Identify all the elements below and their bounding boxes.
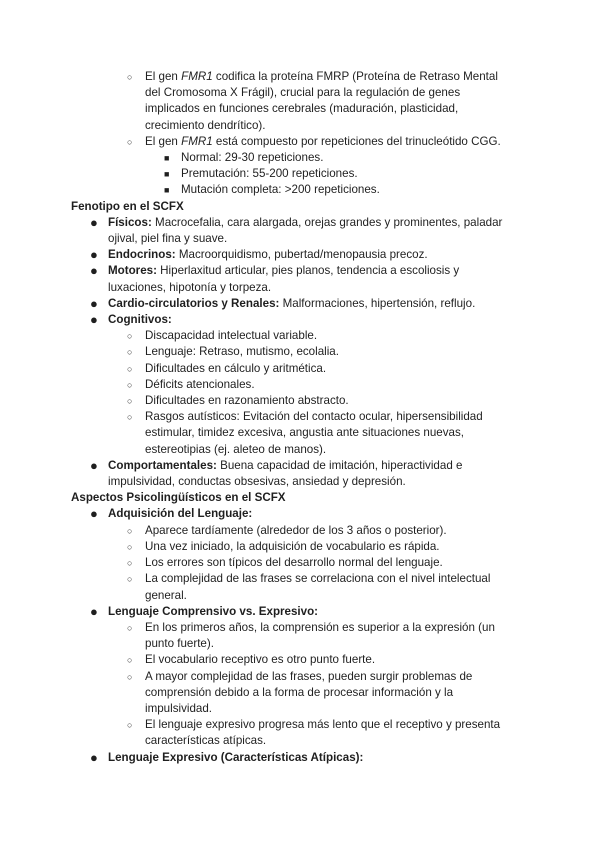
list-item: [0, 620, 600, 652]
item-text: Rasgos autísticos: Evitación del contacto ocular, hipersensibilidad estimular, timidez excesiva, angustia ante situaciones nuevas, estereotipias (ej. aleteo de manos).: [145, 410, 483, 456]
list-item: [0, 506, 600, 522]
psycholinguistic-list: [0, 506, 600, 765]
item-label: Endocrinos:: [108, 248, 176, 262]
item-text: El gen: [145, 134, 182, 148]
list-item: [0, 539, 600, 555]
item-text: El gen: [145, 70, 182, 83]
list-item: [0, 750, 600, 766]
list-item: [0, 182, 600, 198]
item-label: Lenguaje Comprensivo vs. Expresivo:: [108, 604, 319, 618]
circle-bullet-icon: ○: [127, 331, 133, 342]
circle-bullet-icon: ○: [127, 525, 133, 536]
list-item: [0, 247, 600, 263]
item-text: Dificultades en razonamiento abstracto.: [145, 394, 349, 408]
circle-bullet-icon: ○: [127, 541, 133, 552]
circle-bullet-icon: ○: [127, 720, 133, 731]
square-bullet-icon: ■: [164, 153, 170, 164]
circle-bullet-icon: ○: [127, 671, 133, 682]
list-item: [0, 523, 600, 539]
disc-bullet-icon: ●: [90, 506, 98, 522]
disc-bullet-icon: ●: [90, 312, 98, 328]
list-item: [0, 669, 600, 718]
list-item: [0, 652, 600, 668]
list-item: [0, 328, 600, 344]
item-text: Dificultades en cálculo y aritmética.: [145, 361, 327, 375]
list-item: [0, 555, 600, 571]
item-text: El lenguaje expresivo progresa más lento que el receptivo y presenta características atípicas.: [145, 718, 501, 748]
circle-bullet-icon: ○: [127, 412, 133, 423]
gene-name: FMR1: [181, 134, 213, 148]
circle-bullet-icon: ○: [127, 347, 133, 358]
circle-bullet-icon: ○: [127, 574, 133, 585]
item-text: Hiperlaxitud articular, pies planos, tendencia a escoliosis y luxaciones, hipotonía y torpeza.: [108, 264, 460, 294]
list-item: [0, 69, 600, 134]
disc-bullet-icon: ●: [90, 457, 98, 473]
item-text: En los primeros años, la comprensión es superior a la expresión (un punto fuerte).: [145, 620, 495, 651]
item-text: Déficits atencionales.: [145, 377, 255, 391]
section-heading-phenotype: Fenotipo en el SCFX: [71, 199, 184, 213]
circle-bullet-icon: ○: [127, 622, 133, 633]
list-item: [0, 344, 600, 360]
phenotype-list: [0, 215, 600, 490]
square-bullet-icon: ■: [164, 185, 170, 196]
list-item: [0, 377, 600, 393]
disc-bullet-icon: ●: [90, 749, 98, 765]
item-label: Físicos:: [108, 215, 152, 229]
item-text: El vocabulario receptivo es otro punto fuerte.: [145, 653, 376, 667]
list-item: [0, 263, 600, 295]
list-item: [0, 409, 600, 458]
circle-bullet-icon: ○: [127, 655, 133, 666]
item-text: codifica la proteína FMRP (Proteína de Retraso Mental del Cromosoma X Frágil), crucial para la regulación de genes implicados en funciones cerebrales (maduración, plasticidad, crecimiento dendrítico).: [145, 70, 498, 132]
item-text: Discapacidad intelectual variable.: [145, 329, 318, 343]
item-text: Buena capacidad de imitación, hiperactividad e impulsividad, conductas obsesivas, ansiedad y depresión.: [108, 458, 463, 489]
circle-bullet-icon: ○: [127, 558, 133, 569]
list-item: [0, 393, 600, 409]
item-text: Malformaciones, hipertensión, reflujo.: [279, 296, 476, 310]
list-item: [0, 215, 600, 247]
circle-bullet-icon: ○: [127, 379, 133, 390]
item-text: Premutación: 55-200 repeticiones.: [181, 167, 358, 181]
item-text: A mayor complejidad de las frases, pueden surgir problemas de comprensión debido a la forma de procesar información y la impulsividad.: [145, 669, 473, 715]
list-item: [0, 571, 600, 603]
circle-bullet-icon: ○: [127, 363, 133, 374]
item-label: Comportamentales:: [108, 458, 217, 472]
disc-bullet-icon: ●: [90, 295, 98, 311]
disc-bullet-icon: ●: [90, 603, 98, 619]
disc-bullet-icon: ●: [90, 214, 98, 230]
item-text: está compuesto por repeticiones del trinucleótido CGG.: [212, 134, 501, 148]
item-text: Una vez iniciado, la adquisición de vocabulario es rápida.: [145, 539, 440, 553]
item-text: Lenguaje: Retraso, mutismo, ecolalia.: [145, 345, 339, 359]
item-label: Motores:: [108, 264, 157, 278]
square-bullet-icon: ■: [164, 169, 170, 180]
item-text: Los errores son típicos del desarrollo normal del lenguaje.: [145, 556, 443, 570]
circle-bullet-icon: ○: [127, 396, 133, 407]
list-item: [0, 717, 600, 749]
list-item: [0, 458, 600, 490]
section-heading-psycholinguistic: Aspectos Psicolingüísticos en el SCFX: [71, 491, 286, 505]
item-text: La complejidad de las frases se correlaciona con el nivel intelectual general.: [145, 572, 491, 602]
item-text: Macrocefalia, cara alargada, orejas grandes y prominentes, paladar ojival, piel fina y suave.: [108, 215, 503, 246]
list-item: [0, 166, 600, 182]
list-item: [0, 312, 600, 328]
circle-bullet-icon: ○: [127, 136, 133, 147]
list-item: [0, 134, 600, 150]
list-item: [0, 361, 600, 377]
list-item: [0, 296, 600, 312]
item-label: Adquisición del Lenguaje:: [108, 507, 253, 521]
gene-list: [0, 69, 600, 199]
circle-bullet-icon: ○: [127, 72, 133, 82]
disc-bullet-icon: ●: [90, 263, 98, 279]
item-text: Normal: 29-30 repeticiones.: [181, 151, 324, 165]
item-label: Lenguaje Expresivo (Características Atípicas):: [108, 750, 364, 764]
list-item: [0, 604, 600, 620]
disc-bullet-icon: ●: [90, 247, 98, 263]
list-item: [0, 150, 600, 166]
item-label: Cognitivos:: [108, 313, 172, 327]
gene-name: FMR1: [181, 70, 213, 83]
item-text: Mutación completa: >200 repeticiones.: [181, 183, 380, 197]
item-text: Aparece tardíamente (alrededor de los 3 años o posterior).: [145, 523, 447, 537]
item-text: Macroorquidismo, pubertad/menopausia precoz.: [175, 248, 428, 262]
item-label: Cardio-circulatorios y Renales:: [108, 296, 280, 310]
